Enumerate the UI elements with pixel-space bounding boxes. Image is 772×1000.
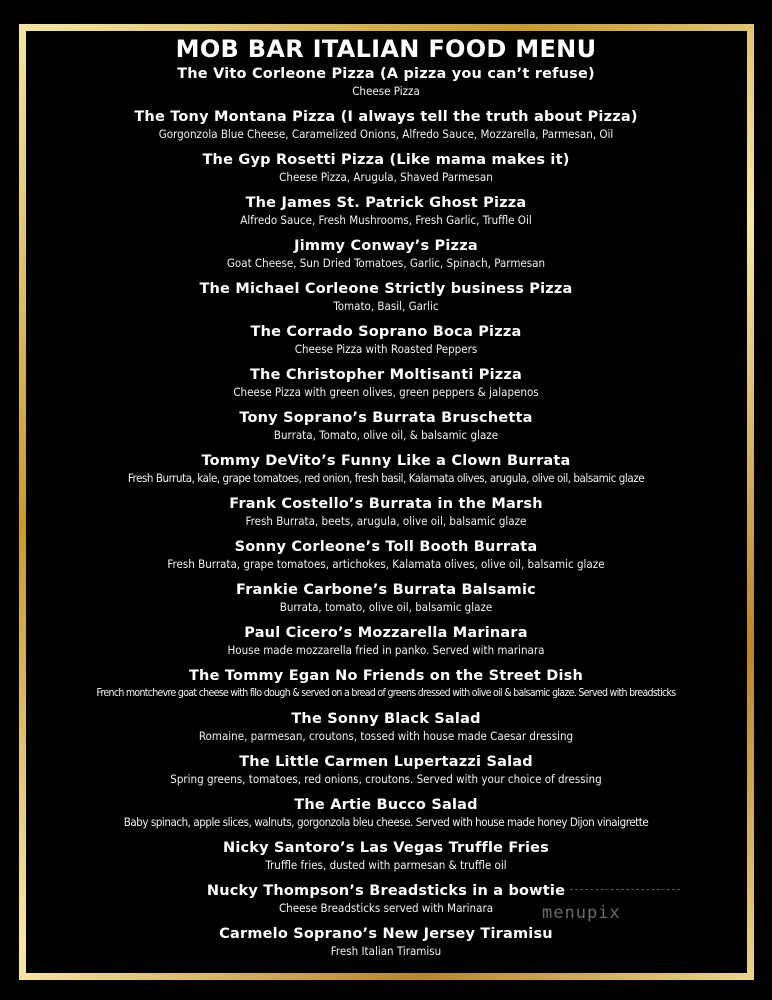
menu-item-name: The Little Carmen Lupertazzi Salad — [239, 754, 533, 770]
menu-item — [26, 710, 746, 743]
menu-item-description: Truffle fries, dusted with parmesan & truffle oil — [265, 858, 507, 872]
menu-item-name: Tony Soprano’s Burrata Bruschetta — [239, 410, 533, 426]
menu-item — [26, 366, 746, 399]
menu-item-description: Burrata, tomato, olive oil, balsamic glaze — [279, 600, 493, 614]
menu-item — [26, 108, 746, 141]
menu-item — [26, 581, 746, 614]
menu-item-name: Sonny Corleone’s Toll Booth Burrata — [234, 539, 538, 555]
menu-item-name: The Christopher Moltisanti Pizza — [249, 367, 523, 383]
menu-item-description: Cheese Pizza — [352, 84, 420, 98]
menu-item — [26, 667, 746, 700]
menu-item-description: Tomato, Basil, Garlic — [333, 299, 439, 313]
watermark-divider — [570, 889, 680, 890]
menu-item-name: Jimmy Conway’s Pizza — [294, 238, 478, 254]
menu-item — [26, 495, 746, 528]
menu-item-description: Alfredo Sauce, Fresh Mushrooms, Fresh Garlic, Truffle Oil — [240, 213, 532, 227]
menu-item-description: Fresh Burrata, grape tomatoes, artichokes, Kalamata olives, olive oil, balsamic glaze — [167, 557, 605, 571]
menu-item — [26, 280, 746, 313]
menu-item-description: Spring greens, tomatoes, red onions, croutons. Served with your choice of dressing — [170, 772, 602, 786]
menu-item — [26, 65, 746, 98]
menu-item — [26, 796, 746, 829]
menu-item-description: Baby spinach, apple slices, walnuts, gorgonzola bleu cheese. Served with house made honey Dijon vinaigrette — [123, 815, 649, 829]
menu-item — [26, 624, 746, 657]
menu-item-description: Fresh Burrata, beets, arugula, olive oil, balsamic glaze — [245, 514, 527, 528]
watermark-logo: menupix — [542, 903, 621, 923]
menu-item — [26, 409, 746, 442]
menu-item-description: Cheese Breadsticks served with Marinara — [278, 901, 494, 915]
menu-item-name: The Vito Corleone Pizza (A pizza you can’t refuse) — [177, 66, 595, 82]
menu-item — [26, 452, 746, 485]
menu-item-description: Romaine, parmesan, croutons, tossed with house made Caesar dressing — [198, 729, 574, 743]
menu-item-description: Fresh Burruta, kale, grape tomatoes, red onion, fresh basil, Kalamata olives, arugula, olive oil, balsamic glaze — [127, 471, 645, 485]
menu-item-description: Cheese Pizza with Roasted Peppers — [294, 342, 478, 356]
menu-item-description: Cheese Pizza with green olives, green peppers & jalapenos — [233, 385, 539, 399]
menu-item-description: Cheese Pizza, Arugula, Shaved Parmesan — [279, 170, 493, 184]
menu-content — [26, 34, 746, 958]
menu-item — [26, 194, 746, 227]
menu-item-name: Nucky Thompson’s Breadsticks in a bowtie — [206, 883, 566, 899]
menu-item-description: House made mozzarella fried in panko. Served with marinara — [227, 643, 545, 657]
menu-item-description: French montchevre goat cheese with filo dough & served on a bread of greens dressed with olive oil & balsamic glaze. Served with breadsticks — [96, 687, 676, 699]
menu-item — [26, 151, 746, 184]
menu-item — [26, 925, 746, 958]
menu-item-name: Frank Costello’s Burrata in the Marsh — [229, 496, 543, 512]
menu-item — [26, 323, 746, 356]
menu-item-list — [26, 65, 746, 958]
menu-item-name: Nicky Santoro’s Las Vegas Truffle Fries — [223, 840, 549, 856]
menu-item-name: The Corrado Soprano Boca Pizza — [250, 324, 522, 340]
menu-item — [26, 839, 746, 872]
menu-item-name: Frankie Carbone’s Burrata Balsamic — [236, 582, 536, 598]
menu-item-description: Burrata, Tomato, olive oil, & balsamic glaze — [273, 428, 499, 442]
menu-item-name: The James St. Patrick Ghost Pizza — [245, 195, 527, 211]
menu-item-name: Paul Cicero’s Mozzarella Marinara — [244, 625, 528, 641]
menu-item-name: The Gyp Rosetti Pizza (Like mama makes it) — [202, 152, 570, 168]
menu-item-description: Gorgonzola Blue Cheese, Caramelized Onions, Alfredo Sauce, Mozzarella, Parmesan, Oil — [158, 127, 614, 141]
menu-item — [26, 753, 746, 786]
menu-item — [26, 882, 746, 915]
menu-item — [26, 237, 746, 270]
menu-item-name: Carmelo Soprano’s New Jersey Tiramisu — [219, 926, 553, 942]
menu-item-name: The Sonny Black Salad — [291, 711, 481, 727]
menu-item-description: Fresh Italian Tiramisu — [330, 944, 442, 958]
menu-title: MOB BAR ITALIAN FOOD MENU — [175, 35, 597, 63]
menu-item-name: The Artie Bucco Salad — [294, 797, 478, 813]
menu-item-name: The Tony Montana Pizza (I always tell the truth about Pizza) — [134, 109, 638, 125]
menu-item-name: The Michael Corleone Strictly business Pizza — [199, 281, 573, 297]
menu-item-description: Goat Cheese, Sun Dried Tomatoes, Garlic, Spinach, Parmesan — [226, 256, 546, 270]
menu-item-name: The Tommy Egan No Friends on the Street Dish — [188, 668, 584, 684]
menu-item-name: Tommy DeVito’s Funny Like a Clown Burrata — [201, 453, 571, 469]
menu-item — [26, 538, 746, 571]
